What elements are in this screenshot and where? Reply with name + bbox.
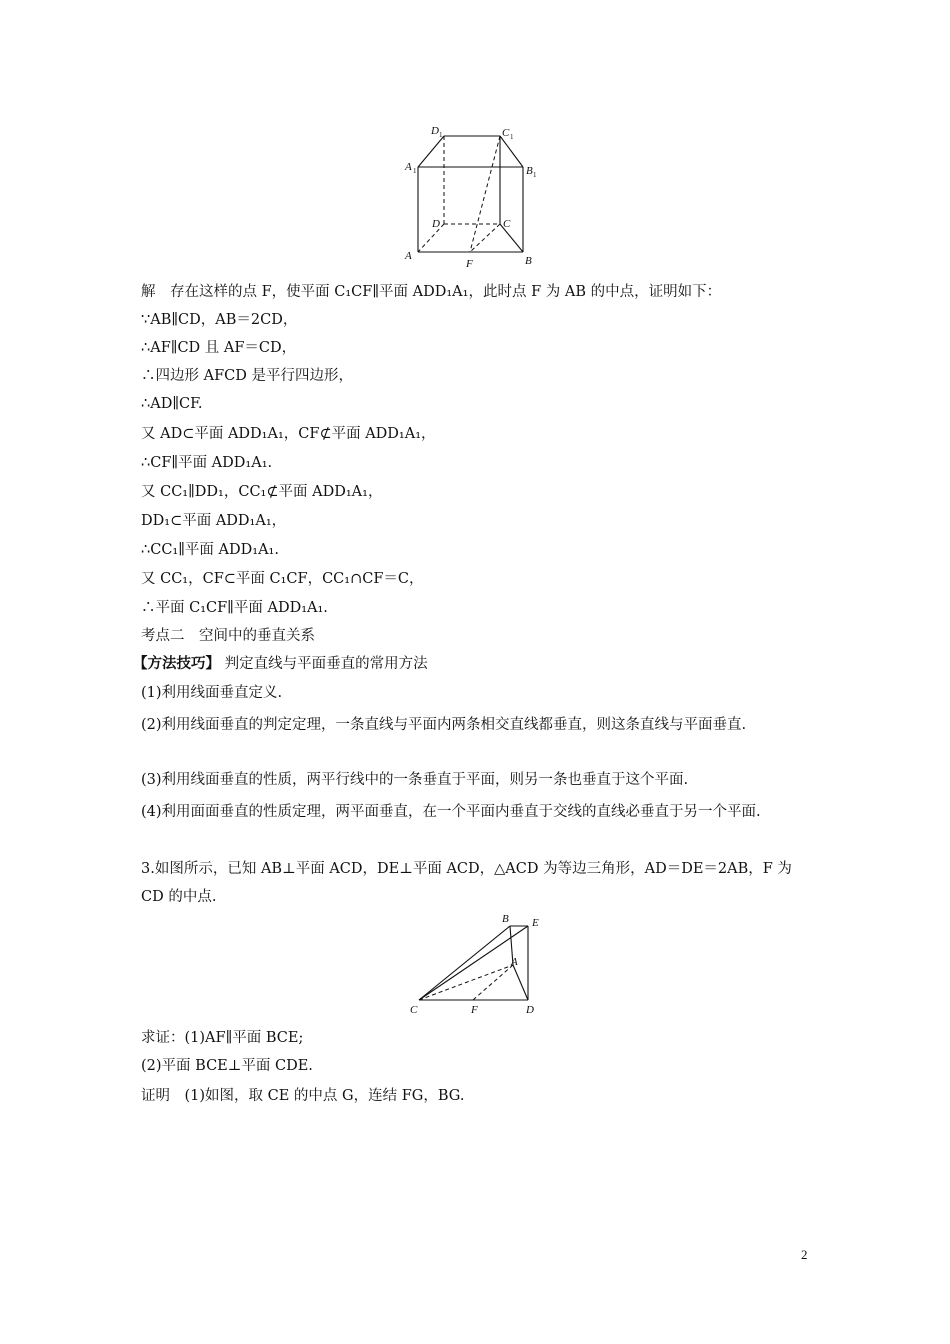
page-number: 2 [801,1247,808,1262]
label-E-fig2: E [532,917,539,929]
method-bracket-title: 【方法技巧】 [133,655,220,672]
solution-line-8: 又 CC₁∥DD₁，CC₁⊄平面 ADD₁A₁， [141,484,383,500]
prove-part-1: 求证：(1)AF∥平面 BCE; [141,1030,304,1046]
method-title: 判定直线与平面垂直的常用方法 [224,656,428,672]
solution-line-1: 解 存在这样的点 F，使平面 C₁CF∥平面 ADD₁A₁，此时点 F 为 AB 的中点，证明如下： [141,284,722,300]
section-heading: 考点二 空间中的垂直关系 [141,628,315,644]
label-A1-sub: 1 [413,167,417,175]
solution-line-10: ∴CC₁∥平面 ADD₁A₁. [141,542,279,558]
label-B-fig2: B [502,913,509,925]
label-A: A [405,250,412,262]
solution-line-5: ∴AD∥CF. [141,396,203,412]
solution-line-9: DD₁⊂平面 ADD₁A₁， [141,513,287,529]
label-C-fig2: C [410,1004,418,1016]
label-D1: D [431,125,439,137]
method-item-3: (3)利用线面垂直的性质，两平行线中的一条垂直于平面，则另一条也垂直于这个平面. [141,772,689,788]
method-item-2: (2)利用线面垂直的判定定理，一条直线与平面内两条相交直线都垂直，则这条直线与平面垂直. [141,717,747,733]
label-D1-sub: 1 [439,131,443,139]
solution-line-12: ∴平面 C₁CF∥平面 ADD₁A₁. [141,600,328,616]
solution-line-3: ∴AF∥CD 且 AF＝CD， [141,340,297,356]
label-C1-sub: 1 [510,133,514,141]
prove-part-2: (2)平面 BCE⊥平面 CDE. [141,1058,313,1074]
label-B1: B [526,165,533,177]
solution-line-6: 又 AD⊂平面 ADD₁A₁，CF⊄平面 ADD₁A₁， [141,426,436,442]
proof-start: 证明 (1)如图，取 CE 的中点 G，连结 FG，BG. [141,1088,465,1104]
label-A-fig2: A [511,956,518,968]
label-B1-sub: 1 [533,171,537,179]
solution-line-4: ∴四边形 AFCD 是平行四边形， [141,368,353,384]
label-C1: C [502,127,510,139]
method-item-4: (4)利用面面垂直的性质定理，两平面垂直，在一个平面内垂直于交线的直线必垂直于另一个平面. [141,804,761,820]
label-B: B [525,255,532,267]
problem-3-statement: 3.如图所示，已知 AB⊥平面 ACD，DE⊥平面 ACD，△ACD 为等边三角形，AD＝DE＝2AB，F 为 CD 的中点. [141,861,792,905]
label-F-fig2: F [471,1004,478,1016]
label-D-fig2: D [526,1004,534,1016]
label-D: D [432,218,440,230]
label-C: C [503,218,511,230]
label-F: F [466,258,473,270]
solution-line-11: 又 CC₁，CF⊂平面 C₁CF，CC₁∩CF＝C， [141,571,424,587]
solution-line-2: ∵AB∥CD，AB＝2CD， [141,312,298,328]
method-item-1: (1)利用线面垂直定义. [141,685,283,701]
solution-line-7: ∴CF∥平面 ADD₁A₁. [141,455,273,471]
label-A1: A [405,161,412,173]
